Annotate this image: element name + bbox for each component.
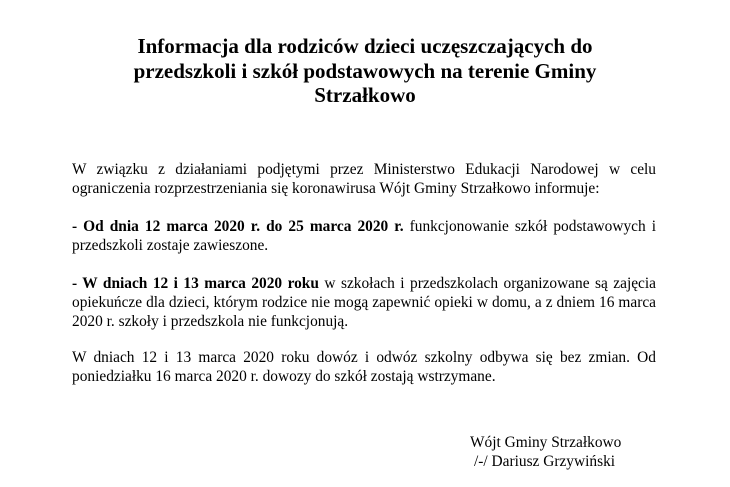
transport-paragraph: W dniach 12 i 13 marca 2020 roku dowóz i odwóz szkolny odbywa się bez zmian. Od poniedziałku 16 marca 2020 r. dowozy do szkół zostają wstrzymane. bbox=[72, 349, 656, 385]
suspension-paragraph bbox=[72, 217, 656, 255]
intro-paragraph: W związku z działaniami podjętymi przez Ministerstwo Edukacji Narodowej w celu ograniczenia rozprzestrzeniania się koronawirusa Wójt Gminy Strzałkowo informuje: bbox=[72, 161, 656, 197]
document-title bbox=[60, 34, 670, 108]
suspension-text: funkcjonowanie szkół podstawowych i przedszkoli zostaje zawieszone. bbox=[72, 218, 657, 254]
signature-position: Wójt Gminy Strzałkowo bbox=[470, 434, 622, 451]
care-paragraph bbox=[72, 274, 656, 331]
care-text: w szkołach i przedszkolach organizowane są zajęcia opiekuńcze dla dzieci, którym rodzice nie mogą zapewnić opieki w domu, a z dniem 16 marca 2020 r. szkoły i przedszkola nie funkcjonują. bbox=[72, 275, 656, 330]
suspension-dates: - Od dnia 12 marca 2020 r. do 25 marca 2020 r. bbox=[72, 218, 404, 235]
title-line-1: Informacja dla rodziców dzieci uczęszczających do bbox=[137, 34, 593, 58]
title-line-3: Strzałkowo bbox=[314, 83, 416, 107]
title-line-2: przedszkoli i szkół podstawowych na terenie Gminy bbox=[133, 58, 597, 83]
care-dates: - W dniach 12 i 13 marca 2020 roku bbox=[72, 275, 319, 292]
signature-name: /-/ Dariusz Grzywiński bbox=[474, 453, 616, 470]
